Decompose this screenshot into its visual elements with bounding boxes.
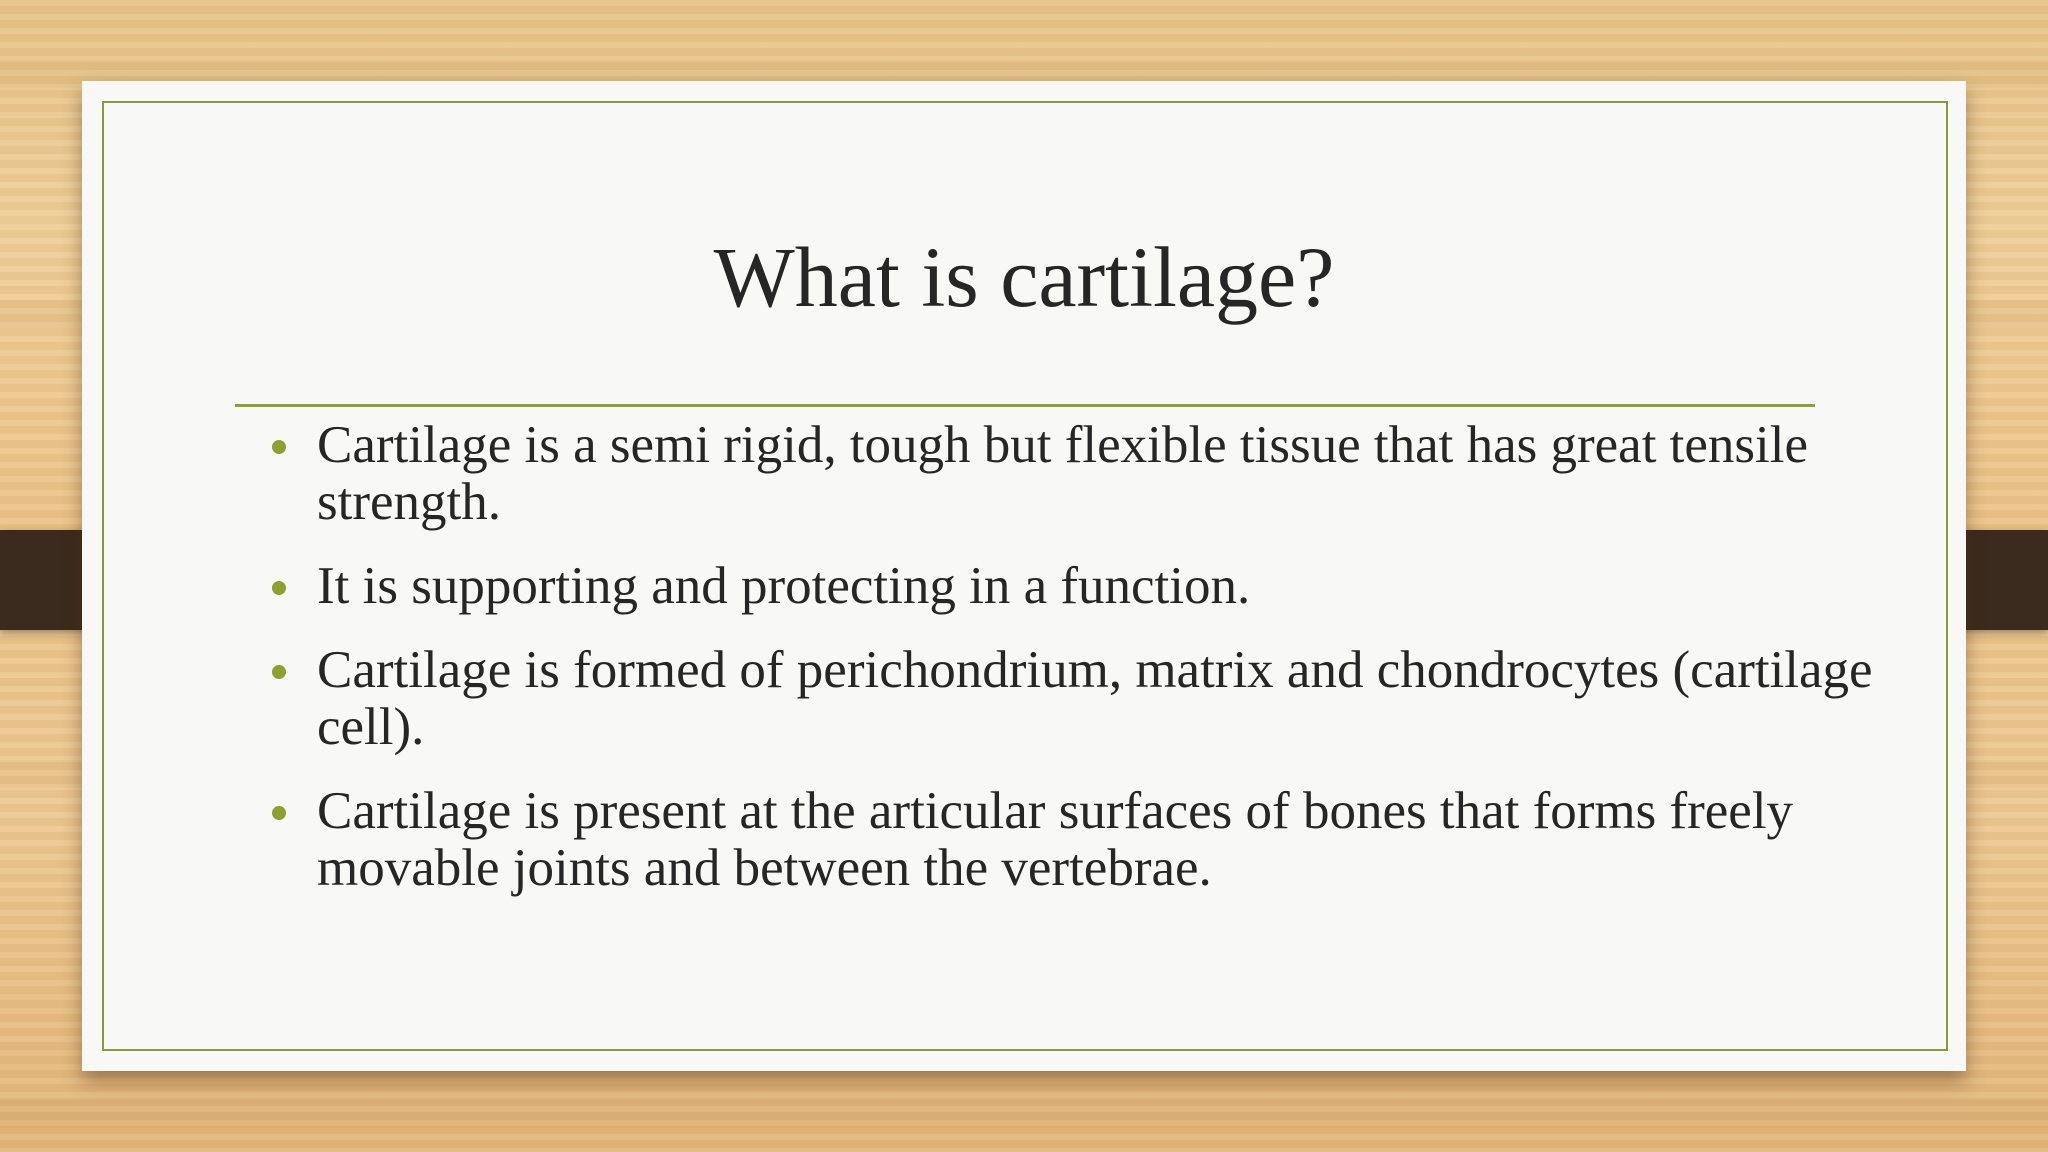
bullet-text: It is supporting and protecting in a function. (317, 557, 1251, 615)
bullet-dot-icon (272, 581, 286, 595)
bullet-text: Cartilage is present at the articular surfaces of bones that forms freely movable joints and between the vertebrae. (317, 782, 1794, 897)
bullet-item (317, 642, 1897, 756)
bullet-text: Cartilage is formed of perichondrium, matrix and chondrocytes (cartilage cell). (317, 641, 1873, 756)
slide (82, 81, 1966, 1071)
bullet-dot-icon (272, 806, 286, 820)
bullet-item (317, 417, 1897, 531)
bullet-dot-icon (272, 665, 286, 679)
wood-grain (0, 1100, 2048, 1128)
bullet-list (317, 417, 1897, 924)
slide-title: What is cartilage? (713, 229, 1335, 325)
bullet-dot-icon (272, 440, 286, 454)
bullet-text: Cartilage is a semi rigid, tough but flexible tissue that has great tensile strength. (317, 416, 1809, 531)
title-divider (235, 404, 1815, 407)
bullet-item (317, 783, 1897, 897)
bullet-item (317, 558, 1897, 615)
